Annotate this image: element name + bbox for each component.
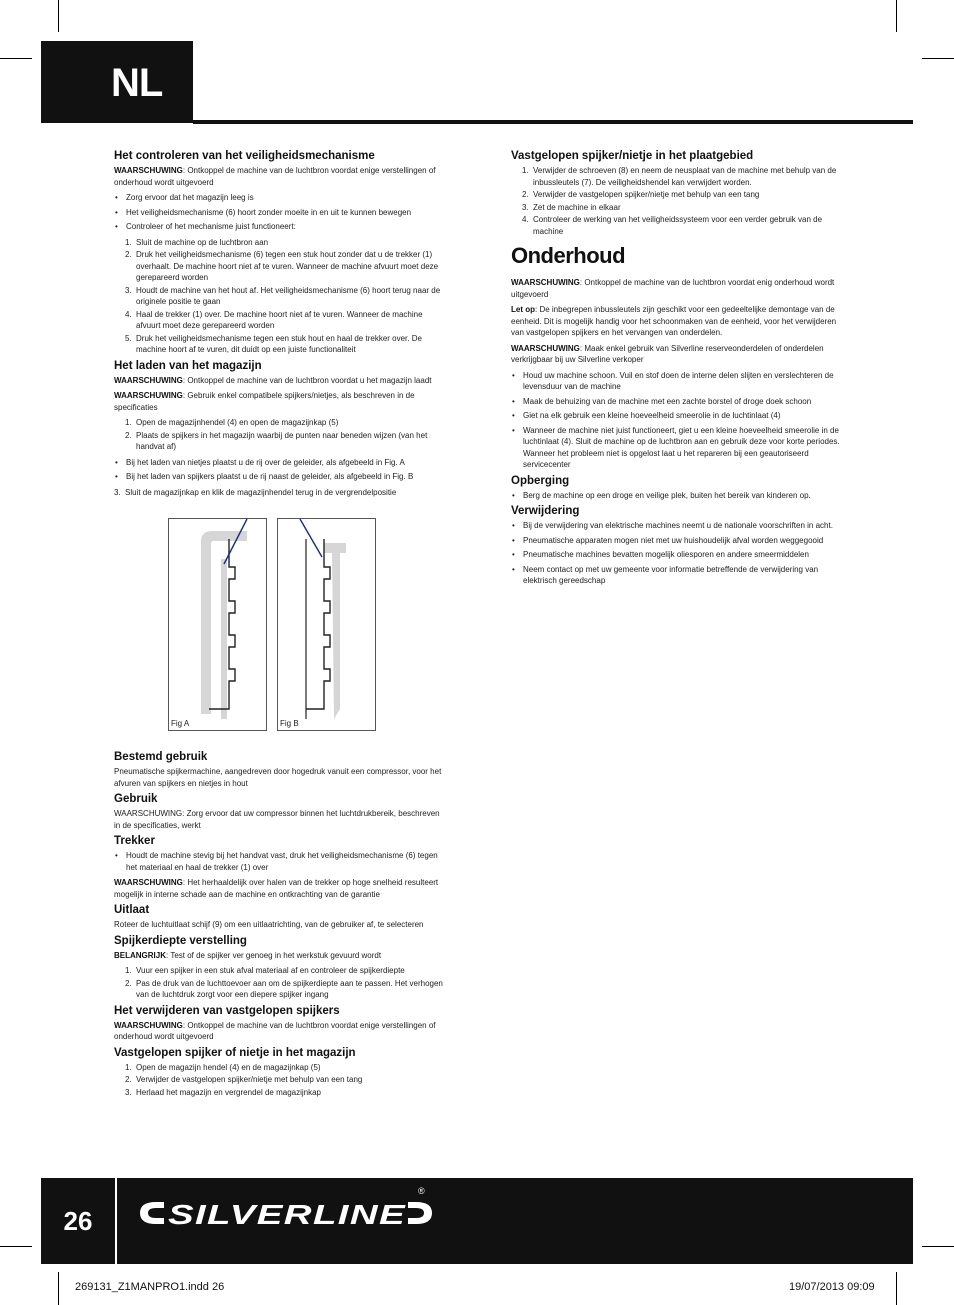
list-item: 3. Houdt de machine van het hout af. Het veiligheidsmechanisme (6) hoort terug naar de originele positie te gaan (125, 285, 441, 306)
section-title: Bestemd gebruik (114, 751, 208, 763)
numbered-list (114, 237, 444, 356)
warning-text: WAARSCHUWING: Het herhaaldelijk over halen van de trekker op hoge snelheid resulteert mogelijk in interne schade aan de machine en ontkrachting van de garantie (114, 878, 439, 899)
list-item: 4. Haal de trekker (1) over. De machine hoort niet af te vuren. Wanneer de machine afvuurt moet deze gerepareerd worden (125, 309, 423, 330)
list-item: 1. Vuur een spijker in een stuk afval materiaal af en controleer de spijkerdiepte (125, 966, 405, 975)
list-item: 1. Open de magazijn hendel (4) en de magazijnkap (5) (125, 1062, 321, 1072)
paragraph: Pneumatische spijkermachine, aangedreven door hogedruk vanuit een compressor, voor het afvuren van spijkers en nietjes in hout (114, 767, 442, 788)
crop-mark (922, 1246, 954, 1247)
list-item: 3. Herlaad het magazijn en vergrendel de magazijnkap (125, 1087, 321, 1097)
list-item: 2. Plaats de spijkers in het magazijn waarbij de punten naar beneden wijzen (van het handvat af) (125, 430, 428, 451)
figure-label: Fig B (280, 719, 299, 728)
figures (114, 518, 444, 733)
crop-mark (58, 0, 59, 32)
figure-b (277, 518, 376, 731)
list-item: • Pneumatische machines bevatten mogelijk oliesporen en andere smeermiddelen (511, 549, 841, 561)
warning-text: WAARSCHUWING: Ontkoppel de machine van de luchtbron voordat enige verstellingen of onderhoud wordt uitgevoerd (114, 1020, 436, 1041)
bullet-list (114, 457, 444, 483)
warning-text: WAARSCHUWING: Gebruik enkel compatibele spijkers/nietjes, als beschreven in de specificaties (114, 391, 415, 412)
list-item: • Berg de machine op een droge en veilige plek, buiten het bereik van kinderen op. (511, 490, 841, 502)
numbered-list (114, 417, 444, 453)
footer-divider (115, 1178, 117, 1264)
section-title: Vastgelopen spijker/nietje in het plaatgebied (511, 150, 754, 162)
crop-mark (58, 1272, 59, 1305)
section-title: Het laden van het magazijn (114, 359, 262, 372)
figure-a (168, 518, 267, 731)
list-item: • Wanneer de machine niet juist functioneert, giet u een kleine hoeveelheid smeerolie in de luchtinlaat (4). Sluit de machine op de luchtbron aan en gebruik deze voor korte periodes. Wanneer het probleem niet is opgelost laat u het repareren bij een geautoriseerd servicecenter (511, 425, 841, 471)
note-text: Let op: De inbegrepen inbussleutels zijn geschikt voor een gedeeltelijke demontage van de eenheid. Dit is mogelijk handig voor het schoonmaken van de eenheid, voor het verwijderen van vastgelopen spijkers en het vervangen van onderdelen. (511, 305, 837, 337)
section-title: Spijkerdiepte verstelling (114, 934, 247, 947)
language-tab (41, 41, 193, 123)
list-item: 1. Sluit de machine op de luchtbron aan (125, 237, 269, 247)
warning-text: WAARSCHUWING: Maak enkel gebruik van Silverline reserveonderdelen of onderdelen verkrijgbaar bij uw Silverline verkoper (511, 343, 824, 364)
crop-mark (922, 58, 954, 59)
header-rule (193, 120, 913, 124)
section-title: Verwijdering (511, 505, 580, 517)
list-item: 1. Verwijder de schroeven (8) en neem de neusplaat van de machine met behulp van de inbussleutels (7). De veiligheidshendel kan verwijdert worden. (522, 166, 837, 187)
list-item: 3. Sluit de magazijnkap en klik de magazijnhendel terug in de vergrendelpositie (114, 487, 397, 497)
section-title: Het verwijderen van vastgelopen spijkers (114, 1004, 340, 1017)
warning-text: WAARSCHUWING: Ontkoppel de machine van de luchtbron voordat enig onderhoud wordt uitgevoerd (511, 278, 835, 299)
print-date: 19/07/2013 09:09 (789, 1281, 875, 1293)
list-item: • Bij de verwijdering van elektrische machines neemt u de nationale voorschriften in acht. (511, 520, 841, 532)
crop-mark (896, 1272, 897, 1305)
page-number: 26 (63, 1205, 93, 1236)
warning-text: WAARSCHUWING: Ontkoppel de machine van de luchtbron voordat enige verstellingen of onderhoud wordt uitgevoerd (114, 166, 436, 187)
crop-mark (0, 1246, 32, 1247)
list-item: 5. Druk het veiligheidsmechanisme tegen een stuk hout en haal de trekker over. De machine hoort af te vuren, dit duidt op een juiste functionaliteit (125, 333, 422, 354)
registered-mark: ® (418, 1186, 425, 1196)
list-item: • Maak de behuizing van de machine met een zachte borstel of droge doek schoon (511, 396, 841, 408)
paragraph: WAARSCHUWING: Zorg ervoor dat uw compressor binnen het luchtdrukbereik, beschreven in de specificaties, werkt (114, 809, 440, 830)
list-item: • Controleer of het mechanisme juist functioneert: (114, 221, 444, 233)
numbered-list (114, 487, 444, 499)
numbered-list (114, 965, 444, 1001)
crop-mark (896, 0, 897, 32)
list-item: • Houdt de machine stevig bij het handvat vast, druk het veiligheidsmechanisme (6) tegen het materiaal en haal de trekker (1) over (114, 850, 444, 873)
section-title: Vastgelopen spijker of nietje in het magazijn (114, 1046, 356, 1059)
section-title: Het controleren van het veiligheidsmechanisme (114, 150, 375, 162)
list-item: 4. Controleer de werking van het veiligheidssysteem voor een verder gebruik van de machine (522, 215, 823, 236)
svg-text:SILVERLINE: SILVERLINE (168, 1199, 407, 1230)
staple-magazine-illustration (169, 519, 266, 730)
section-title: Opberging (511, 474, 570, 487)
left-column (114, 150, 444, 1102)
bullet-list (511, 490, 841, 502)
list-item: • Pneumatische apparaten mogen niet met uw huishoudelijk afval worden weggegooid (511, 535, 841, 547)
file-name: 269131_Z1MANPRO1.indd 26 (75, 1281, 225, 1293)
nail-magazine-illustration (278, 519, 375, 730)
bullet-list (511, 520, 841, 587)
figure-label: Fig A (171, 719, 190, 728)
list-item: 2. Verwijder de vastgelopen spijker/nietje met behulp van een tang (125, 1075, 363, 1084)
footer-bar (41, 1178, 913, 1264)
important-text: BELANGRIJK: Test of de spijker ver genoeg in het werkstuk gevuurd wordt (114, 950, 382, 960)
list-item: 2. Druk het veiligheidsmechanisme (6) tegen een stuk hout zonder dat u de trekker (1) overhaalt. De machine hoort niet af te vuren. Wanneer de machine afvuurt moet deze gerepareerd worden (125, 250, 439, 282)
list-item: • Neem contact op met uw gemeente voor informatie betreffende de verwijdering van elektrisch gereedschap (511, 564, 841, 587)
warning-text: WAARSCHUWING: Ontkoppel de machine van de luchtbron voordat u het magazijn laadt (114, 375, 432, 385)
silverline-logo (136, 1188, 436, 1238)
list-item: • Bij het laden van spijkers plaatst u de rij naast de geleider, als afgebeeld in Fig. B (114, 471, 444, 483)
bullet-list (114, 192, 444, 233)
crop-mark (0, 58, 32, 59)
paragraph: Roteer de luchtuitlaat schijf (9) om een uitlaatrichting, van de gebruiker af, te selecteren (114, 920, 424, 929)
language-label: NL (111, 61, 163, 105)
right-column (511, 150, 841, 591)
section-heading: Onderhoud (511, 243, 626, 268)
section-title: Uitlaat (114, 904, 150, 916)
section-title: Trekker (114, 835, 155, 847)
list-item: • Zorg ervoor dat het magazijn leeg is (114, 192, 444, 204)
bullet-list (511, 370, 841, 471)
list-item: • Giet na elk gebruik een kleine hoeveelheid smeerolie in de luchtinlaat (4) (511, 410, 841, 422)
list-item: 2. Pas de druk van de luchttoevoer aan om de spijkerdiepte aan te passen. Het verhogen van de luchtdruk zorgt voor een diepere spijker ingang (125, 978, 443, 999)
numbered-list (114, 1062, 444, 1099)
bullet-list (114, 850, 444, 873)
numbered-list (511, 165, 841, 237)
list-item: 2. Verwijder de vastgelopen spijker/nietje met behulp van een tang (522, 190, 760, 199)
list-item: 3. Zet de machine in elkaar (522, 202, 621, 212)
list-item: 1. Open de magazijnhendel (4) en open de magazijnkap (5) (125, 418, 339, 427)
list-item: • Houd uw machine schoon. Vuil en stof doen de interne delen slijten en verslechteren de levensduur van de machine (511, 370, 841, 393)
section-title: Gebruik (114, 793, 158, 805)
list-item: • Het veiligheidsmechanisme (6) hoort zonder moeite in en uit te kunnen bewegen (114, 207, 444, 219)
list-item: • Bij het laden van nietjes plaatst u de rij over de geleider, als afgebeeld in Fig. A (114, 457, 444, 469)
